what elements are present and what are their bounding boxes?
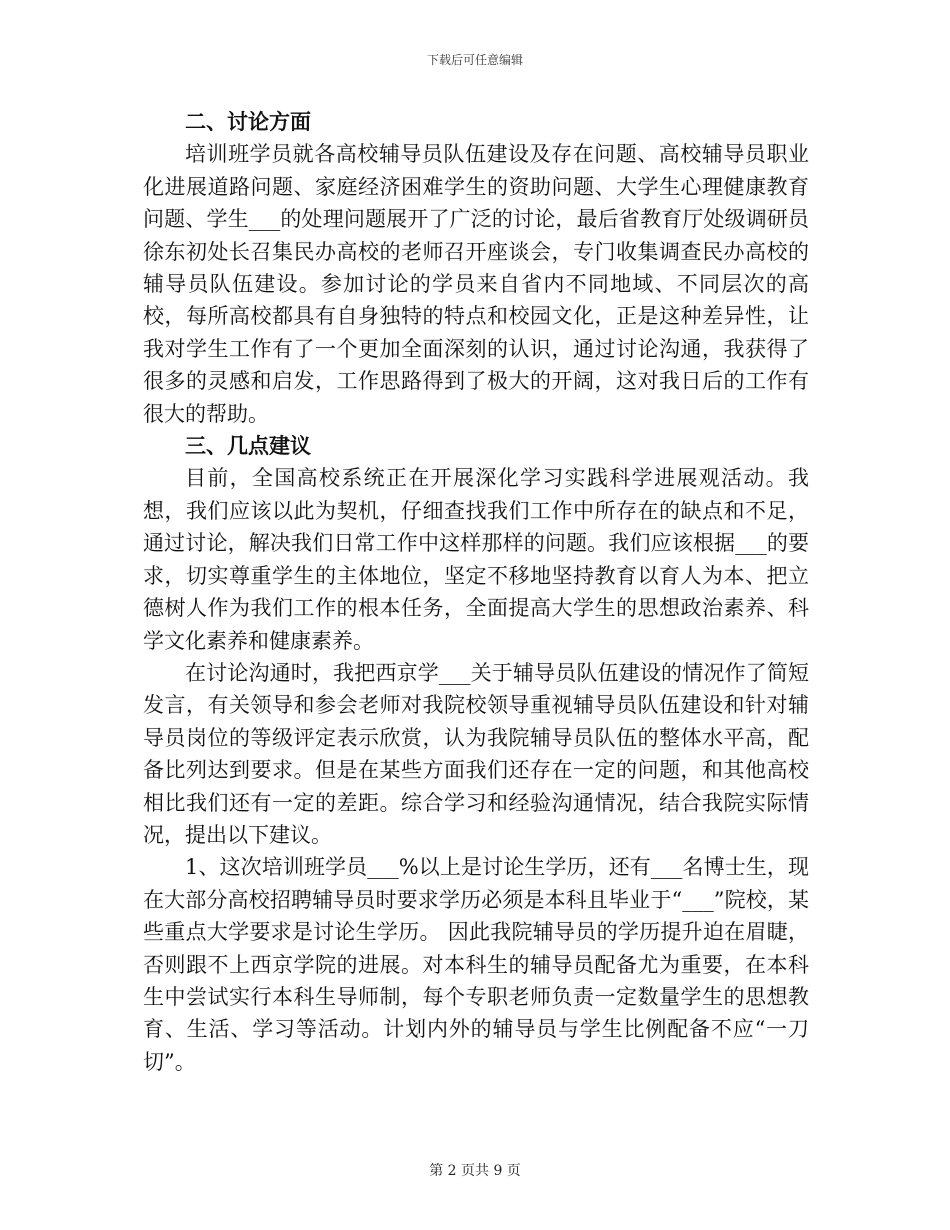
page-header: 下载后可任意编辑: [426, 53, 523, 67]
document-body: [143, 106, 809, 1078]
paragraph-discussion: 培训班学员就各高校辅导员队伍建设及存在问题、高校辅导员职业化进展道路问题、家庭经济困难学生的资助问题、大学生心理健康教育问题、学生___的处理问题展开了广泛的讨论，最后省教育厅处级调研员徐东初处长召集民办高校的老师召开座谈会，专门收集调查民办高校的辅导员队伍建设。参加讨论的学员来自省内不同地域、不同层次的高校，每所高校都具有自身独特的特点和校园文化，正是这种差异性，让我对学生工作有了一个更加全面深刻的认识，通过讨论沟通，我获得了很多的灵感和启发，工作思路得到了极大的开阔，这对我日后的工作有很大的帮助。: [143, 142, 809, 426]
section-heading-discussion: 二、讨论方面: [185, 110, 311, 134]
paragraph-suggestions-intro: 目前，全国高校系统正在开展深化学习实践科学进展观活动。我想，我们应该以此为契机，仔细查找我们工作中所存在的缺点和不足，通过讨论，解决我们日常工作中这样那样的问题。我们应该根据___的要求，切实尊重学生的主体地位，坚定不移地坚持教育以育人为本、把立德树人作为我们工作的根本任务，全面提高大学生的思想政治素养、科学文化素养和健康素养。: [143, 466, 809, 653]
paragraph-suggestions-report: 在讨论沟通时，我把西京学___关于辅导员队伍建设的情况作了简短发言，有关领导和参会老师对我院校领导重视辅导员队伍建设和针对辅导员岗位的等级评定表示欣赏，认为我院辅导员队伍的整体水平高，配备比列达到要求。但是在某些方面我们还存在一定的问题，和其他高校相比我们还有一定的差距。综合学习和经验沟通情况，结合我院实际情况，提出以下建议。: [143, 660, 809, 847]
section-heading-suggestions: 三、几点建议: [185, 434, 311, 459]
paragraph-suggestion-1: 1、这次培训班学员___%以上是讨论生学历，还有___名博士生，现在大部分高校招聘辅导员时要求学历必须是本科且毕业于“___”院校，某些重点大学要求是讨论生学历。 因此我院辅导员的学历提升迫在眉睫，否则跟不上西京学院的进展。对本科生的辅导员配备尤为重要，在本科生中尝试实行本科生导师制，每个专职老师负责一定数量学生的思想教育、生活、学习等活动。计划内外的辅导员与学生比例配备不应“一刀切”。: [143, 855, 809, 1074]
page-footer: 第 2 页共 9 页: [429, 1163, 521, 1179]
